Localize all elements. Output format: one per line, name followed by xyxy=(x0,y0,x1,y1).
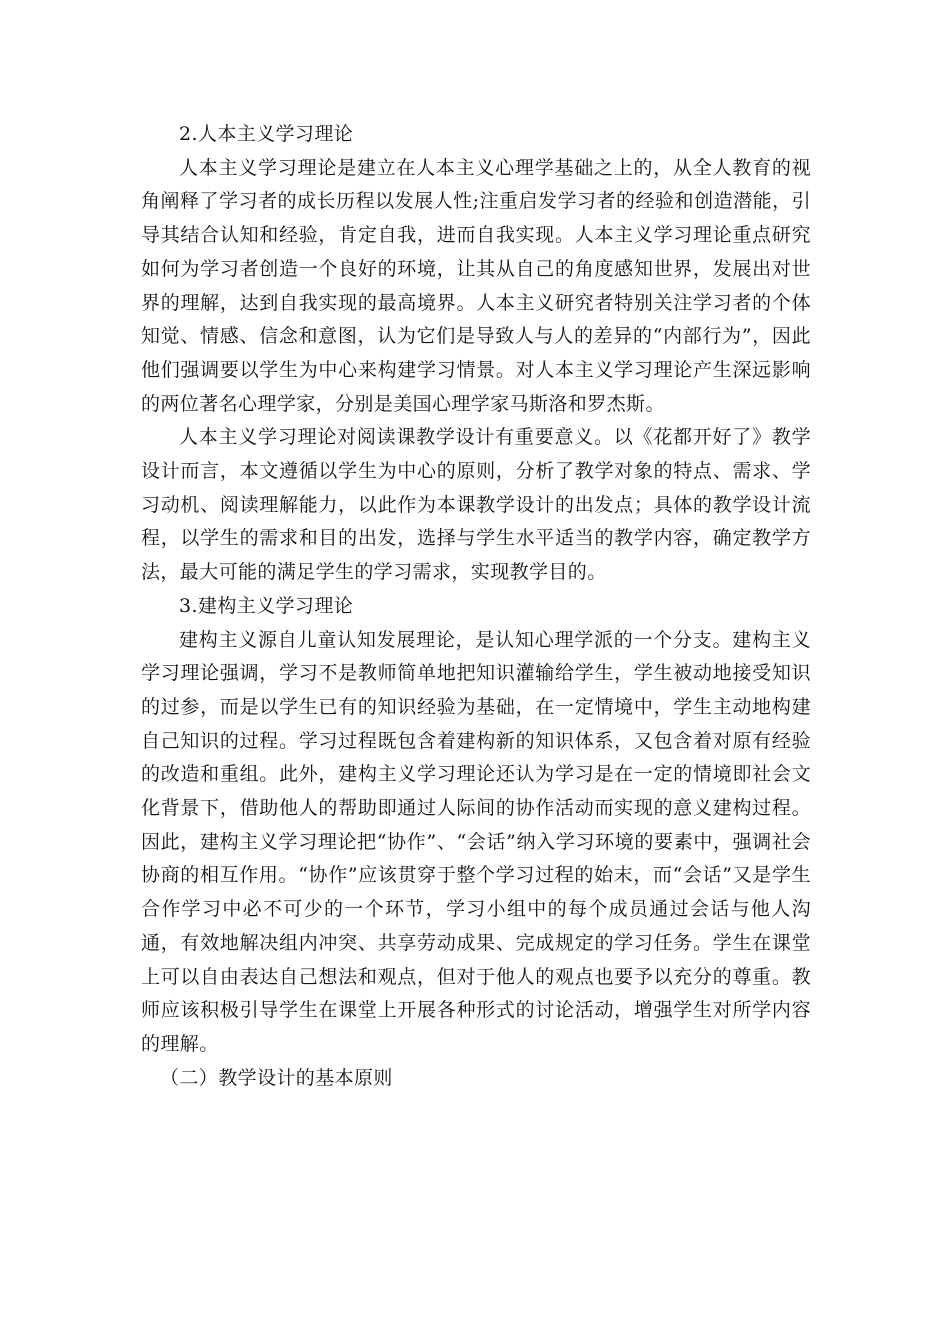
section-heading-humanistic-theory: 2.人本主义学习理论 xyxy=(179,123,354,145)
section-heading-constructivist-theory: 3.建构主义学习理论 xyxy=(179,594,354,617)
document-body xyxy=(141,118,811,1095)
paragraph-humanistic-theory: 人本主义学习理论是建立在人本主义心理学基础之上的，从全人教育的视角阐释了学习者的成长历程以发展人性;注重启发学习者的经验和创造潜能，引导其结合认知和经验，肯定自我，进而自我实现。人本主义学习理论重点研究如何为学习者创造一个良好的环境，让其从自己的角度感知世界，发展出对世界的理解，达到自我实现的最高境界。人本主义研究者特别关注学习者的个体知觉、情感、信念和意图，认为它们是导致人与人的差异的“内部行为”，因此他们强调要以学生为中心来构建学习情景。对人本主义学习理论产生深远影响的两位著名心理学家，分别是美国心理学家马斯洛和罗杰斯。 xyxy=(141,156,811,415)
paragraph-constructivist-theory: 建构主义源自儿童认知发展理论，是认知心理学派的一个分支。建构主义学习理论强调，学习不是教师简单地把知识灌输给学生，学生被动地接受知识的过参，而是以学生已有的知识经验为基础，在一定情境中，学生主动地构建自己知识的过程。学习过程既包含着建构新的知识体系，又包含着对原有经验的改造和重组。此外，建构主义学习理论还认为学习是在一定的情境即社会文化背景下，借助他人的帮助即通过人际间的协作活动而实现的意义建构过程。因此，建构主义学习理论把“协作”、“会话”纳入学习环境的要素中，强调社会协商的相互作用。“协作”应该贯穿于整个学习过程的始末，而“会话”又是学生合作学习中必不可少的一个环节，学习小组中的每个成员通过会话与他人沟通，有效地解决组内冲突、共享劳动成果、完成规定的学习任务。学生在课堂上可以自由表达自己想法和观点，但对于他人的观点也要予以充分的尊重。教师应该积极引导学生在课堂上开展各种形式的讨论活动，增强学生对所学内容的理解。 xyxy=(141,628,811,1055)
subsection-heading-design-principles: （二）教学设计的基本原则 xyxy=(160,1066,393,1089)
paragraph-reading-design: 人本主义学习理论对阅读课教学设计有重要意义。以《花都开好了》教学设计而言，本文遵循以学生为中心的原则，分析了教学对象的特点、需求、学习动机、阅读理解能力，以此作为本课教学设计的出发点；具体的教学设计流程，以学生的需求和目的出发，选择与学生水平适当的教学内容，确定教学方法，最大可能的满足学生的学习需求，实现教学目的。 xyxy=(141,426,811,584)
